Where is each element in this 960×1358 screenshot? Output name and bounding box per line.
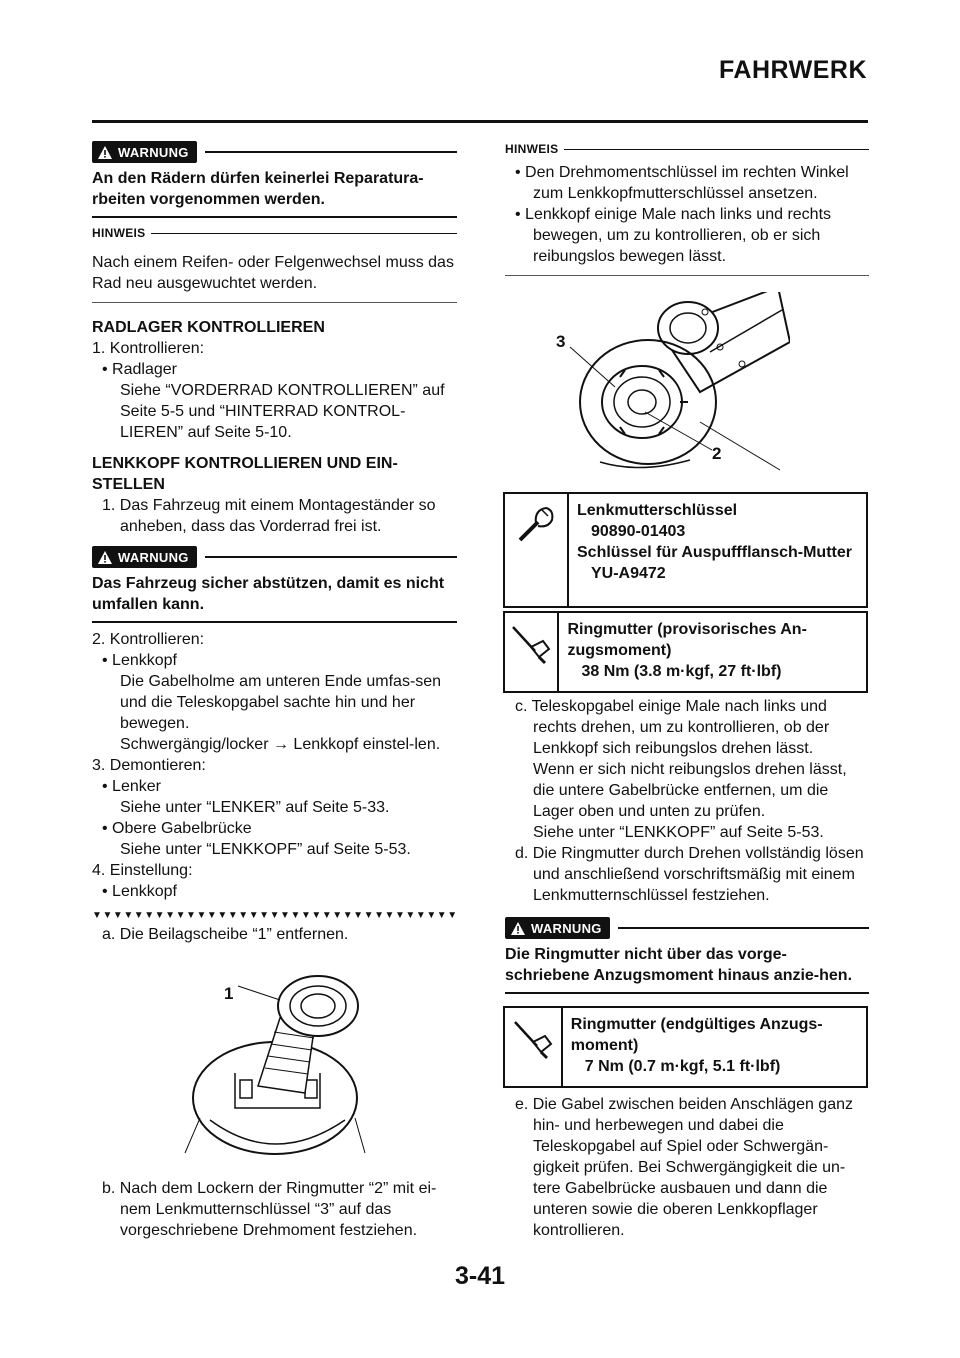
special-tool-icon [514, 502, 558, 546]
warning-badge: WARNUNG [505, 917, 610, 939]
note-header: HINWEIS [92, 224, 457, 242]
step-2-kontrollieren: 2. Kontrollieren: [92, 631, 205, 648]
torque-wrench-icon [509, 621, 553, 665]
spec-torque-label: Ringmutter (endgültiges Anzugs-moment) [570, 1016, 823, 1054]
warning-text: Das Fahrzeug sicher abstützen, damit es nicht umfallen kann. [92, 575, 445, 613]
right-column [505, 140, 869, 276]
step-d: d. Die Ringmutter durch Drehen vollständig lösen und anschließend vorschriftsmäßig mit einem Lenkmutternschlüssel festziehen. [515, 845, 864, 904]
right-column-steps [505, 696, 869, 994]
reference-radlager: Siehe “VORDERRAD KONTROLLIEREN” auf Seite 5-5 und “HINTERRAD KONTROL-LIEREN” auf Seite 5-10. [120, 382, 445, 441]
step-c-detail: Wenn er sich nicht reibungslos drehen lässt, die untere Gabelbrücke entfernen, um die Lager oben und unten zu prüfen. [533, 761, 847, 820]
spec-tool-number-2: YU-A9472 [591, 565, 666, 582]
spec-box-torque-final [503, 1006, 868, 1088]
left-column [92, 140, 457, 945]
warning-header [92, 545, 457, 569]
procedure-start-marker: ▼▼▼▼▼▼▼▼▼▼▼▼▼▼▼▼▼▼▼▼▼▼▼▼▼▼▼▼▼▼▼▼▼▼▼ [92, 910, 458, 921]
left-column-bottom [92, 1178, 462, 1241]
spec-torque-label: Ringmutter (provisorisches An-zugsmoment) [567, 621, 807, 659]
step-3-demontieren: 3. Demontieren: [92, 757, 206, 774]
step-4-einstellung: 4. Einstellung: [92, 862, 193, 879]
reference-lenker: Siehe unter “LENKER” auf Seite 5-33. [120, 799, 390, 816]
warning-triangle-icon [511, 922, 525, 935]
wrench-illustration [560, 292, 790, 480]
bullet-lenker: • Lenker [102, 778, 161, 795]
reference-lenkkopf: Siehe unter “LENKKOPF” auf Seite 5-53. [120, 841, 411, 858]
step-e: e. Die Gabel zwischen beiden Anschlägen ganz hin- und herbewegen und dabei die Teleskopgabel auf Spiel oder Schwergän-gigkeit prüfen. Bei Schwergängigkeit die un-tere Gabelbrücke ausbauen und dann die unteren sowie die oberen Lenkkopflager kontrollieren. [515, 1096, 853, 1239]
right-column-bottom [505, 1094, 869, 1241]
bullet-lenkkopf: • Lenkkopf [102, 652, 177, 669]
step-1-kontrollieren: 1. Kontrollieren: [92, 340, 205, 357]
step-b: b. Nach dem Lockern der Ringmutter “2” mit ei-nem Lenkmutternschlüssel “3” auf das vorgeschriebene Drehmoment festziehen. [102, 1180, 437, 1239]
bullet-radlager: • Radlager [102, 361, 177, 378]
note-header: HINWEIS [505, 140, 869, 158]
step-c: c. Teleskopgabel einige Male nach links und rechts drehen, um zu kontrollieren, ob der Lenkkopf sich reibungslos drehen lässt. [515, 698, 830, 757]
spec-tool-number-1: 90890-01403 [591, 523, 686, 540]
spec-box-tools [503, 492, 868, 608]
section-heading-lenkkopf: LENKKOPF KONTROLLIEREN UND EIN-STELLEN [92, 455, 398, 493]
warning-triangle-icon [98, 551, 112, 564]
warning-badge: WARNUNG [92, 546, 197, 568]
step-c-reference: Siehe unter “LENKKOPF” auf Seite 5-53. [533, 824, 824, 841]
figure-label-1: 1 [224, 984, 234, 1003]
warning-text: Die Ringmutter nicht über das vorge-schriebene Anzugsmoment hinaus anzie-hen. [505, 946, 853, 984]
spec-tool-name-1: Lenkmutterschlüssel [577, 502, 738, 519]
spec-torque-value: 38 Nm (3.8 m·kgf, 27 ft·lbf) [581, 663, 782, 680]
step-2-text: Die Gabelholme am unteren Ende umfas-sen und die Teleskopgabel sachte hin und her bewegen. [120, 673, 442, 732]
step-2-result: Schwergängig/locker → Lenkkopf einstel-len. [120, 736, 441, 753]
section-heading-radlager: RADLAGER KONTROLLIEREN [92, 319, 325, 336]
torque-wrench-icon [511, 1016, 555, 1060]
spec-torque-value: 7 Nm (0.7 m·kgf, 5.1 ft·lbf) [584, 1058, 781, 1075]
spec-tool-name-2: Schlüssel für Auspuffflansch-Mutter [577, 544, 852, 561]
step-1-anheben: 1. Das Fahrzeug mit einem Montageständer so anheben, dass das Vorderrad frei ist. [102, 497, 436, 535]
warning-badge: WARNUNG [92, 141, 197, 163]
bullet-obere-gabelbruecke: • Obere Gabelbrücke [102, 820, 252, 837]
page-title: FAHRWERK [719, 56, 867, 84]
note-bullet-1: • Den Drehmomentschlüssel im rechten Winkel zum Lenkkopfmutterschlüssel ansetzen. [515, 164, 849, 202]
bullet-lenkkopf-einstellung: • Lenkkopf [102, 883, 177, 900]
warning-triangle-icon [98, 146, 112, 159]
warning-text: An den Rädern dürfen keinerlei Reparatura-rbeiten vorgenommen werden. [92, 170, 424, 208]
page-number: 3-41 [454, 1262, 506, 1290]
washer-illustration [180, 968, 380, 1163]
figure-label-2: 2 [712, 444, 722, 463]
warning-header [92, 140, 457, 164]
note-text: Nach einem Reifen- oder Felgenwechsel muss das Rad neu ausgewuchtet werden. [92, 254, 454, 292]
note-bullet-2: • Lenkkopf einige Male nach links und rechts bewegen, um zu kontrollieren, ob er sich reibungslos bewegen lässt. [515, 206, 832, 265]
figure-label-3: 3 [556, 332, 566, 351]
spec-box-torque-provisional [503, 611, 868, 693]
warning-header [505, 916, 869, 940]
step-a: a. Die Beilagscheibe “1” entfernen. [102, 926, 349, 943]
header-divider [92, 120, 868, 123]
